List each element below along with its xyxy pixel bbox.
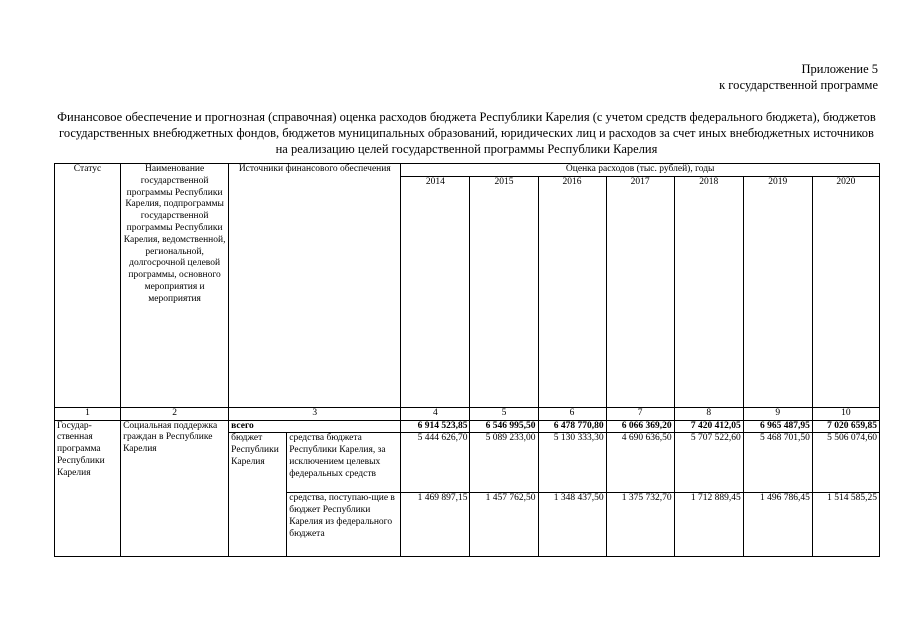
value-cell: 5 707 522,60 — [674, 433, 743, 493]
appendix-subtitle: к государственной программе — [719, 78, 878, 92]
program-name-cell: Социальная поддержка граждан в Республике Карелия — [121, 420, 229, 557]
header-year: 2020 — [812, 176, 879, 407]
column-number: 8 — [674, 407, 743, 420]
header-sources: Источники финансового обеспечения — [229, 164, 401, 408]
column-number: 2 — [121, 407, 229, 420]
value-cell: 5 468 701,50 — [743, 433, 812, 493]
column-number: 4 — [401, 407, 470, 420]
value-cell: 1 496 786,45 — [743, 493, 812, 557]
value-cell: 1 457 762,50 — [470, 493, 538, 557]
value-cell: 1 712 889,45 — [674, 493, 743, 557]
column-number: 3 — [229, 407, 401, 420]
value-cell: 1 375 732,70 — [606, 493, 674, 557]
total-value: 6 478 770,80 — [538, 420, 606, 433]
total-value: 6 546 995,50 — [470, 420, 538, 433]
header-estimate: Оценка расходов (тыс. рублей), годы — [401, 164, 880, 177]
header-year: 2019 — [743, 176, 812, 407]
document-title: Финансовое обеспечение и прогнозная (справочная) оценка расходов бюджета Республики Карелия (с учетом средств федерального бюджета), бюджетов государственных внебюджетных фондов, бюджетов муниципальных образований, юридических лиц и расходов за счет иных внебюджетных источников на реализацию целей государственной программы Республики Карелия — [57, 110, 876, 156]
column-number: 7 — [606, 407, 674, 420]
source-label: средства бюджета Республики Карелия, за исключением целевых федеральных средств — [287, 433, 401, 493]
header-year: 2015 — [470, 176, 538, 407]
total-value: 6 914 523,85 — [401, 420, 470, 433]
column-number: 10 — [812, 407, 879, 420]
value-cell: 1 469 897,15 — [401, 493, 470, 557]
status-cell: Государ-ственная программа Республики Карелия — [55, 420, 121, 557]
value-cell: 1 514 585,25 — [812, 493, 879, 557]
source-label: средства, поступаю-щие в бюджет Республики Карелия из федерального бюджета — [287, 493, 401, 557]
total-row — [55, 420, 880, 433]
total-value: 7 420 412,05 — [674, 420, 743, 433]
header-year: 2018 — [674, 176, 743, 407]
value-cell: 1 348 437,50 — [538, 493, 606, 557]
value-cell: 5 089 233,00 — [470, 433, 538, 493]
total-value: 6 965 487,95 — [743, 420, 812, 433]
budget-table — [54, 163, 880, 557]
column-number-row — [55, 407, 880, 420]
header-year: 2014 — [401, 176, 470, 407]
value-cell: 4 690 636,50 — [606, 433, 674, 493]
header-year: 2017 — [606, 176, 674, 407]
column-number: 1 — [55, 407, 121, 420]
column-number: 6 — [538, 407, 606, 420]
column-number: 9 — [743, 407, 812, 420]
value-cell: 5 444 626,70 — [401, 433, 470, 493]
total-label: всего — [229, 420, 401, 433]
total-value: 7 020 659,85 — [812, 420, 879, 433]
value-cell: 5 506 074,60 — [812, 433, 879, 493]
appendix-header — [719, 61, 878, 93]
budget-label: бюджет Республики Карелия — [229, 433, 287, 557]
value-cell: 5 130 333,30 — [538, 433, 606, 493]
header-row — [55, 164, 880, 177]
header-status: Статус — [55, 164, 121, 408]
header-name: Наименование государственной программы Республики Карелия, подпрограммы государственной программы Республики Карелия, ведомственной, региональной, долгосрочной целевой программы, основного мероприятия и мероприятия — [121, 164, 229, 408]
appendix-number: Приложение 5 — [801, 62, 878, 76]
total-value: 6 066 369,20 — [606, 420, 674, 433]
column-number: 5 — [470, 407, 538, 420]
header-year: 2016 — [538, 176, 606, 407]
